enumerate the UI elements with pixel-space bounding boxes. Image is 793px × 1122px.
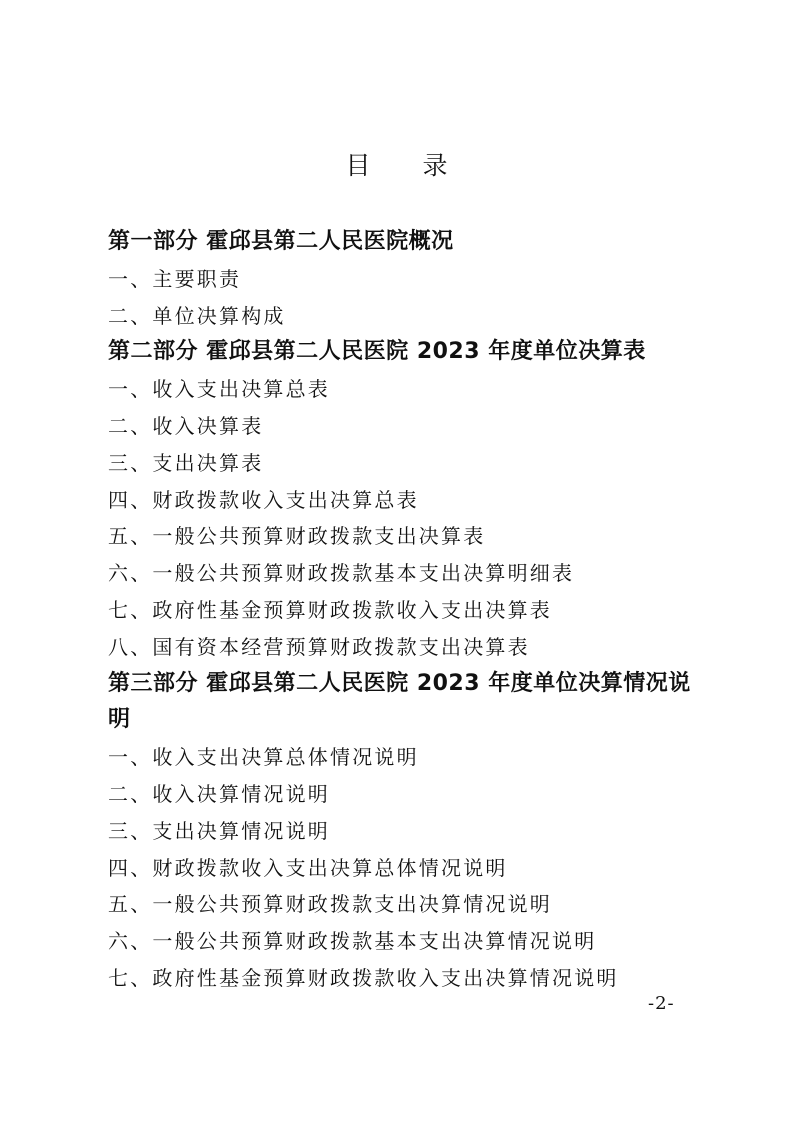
toc-item: 六、一般公共预算财政拨款基本支出决算明细表 [108,561,575,586]
section-heading: 第一部分 霍邱县第二人民医院概况 [108,229,454,254]
toc-item: 一、主要职责 [108,266,242,291]
toc-item: 三、支出决算表 [108,450,264,475]
table-of-contents [108,224,708,997]
toc-item: 四、财政拨款收入支出决算总体情况说明 [108,855,508,880]
toc-section-3 [108,666,708,997]
toc-item: 七、政府性基金预算财政拨款收入支出决算情况说明 [108,965,619,990]
toc-item: 三、支出决算情况说明 [108,818,330,843]
page-number: -2- [648,993,675,1014]
toc-item: 一、收入支出决算总表 [108,377,330,402]
toc-item: 六、一般公共预算财政拨款基本支出决算情况说明 [108,929,597,954]
toc-item: 一、收入支出决算总体情况说明 [108,745,419,770]
toc-item: 五、一般公共预算财政拨款支出决算表 [108,524,486,549]
toc-item: 五、一般公共预算财政拨款支出决算情况说明 [108,892,552,917]
section-heading: 第二部分 霍邱县第二人民医院 2023 年度单位决算表 [108,339,646,365]
toc-item: 二、收入决算情况说明 [108,781,330,806]
section-heading: 第三部分 霍邱县第二人民医院 2023 年度单位决算情况说明 [108,670,691,733]
page-title: 目 录 [345,151,470,180]
toc-item: 二、收入决算表 [108,413,264,438]
toc-section-1 [108,224,708,334]
toc-item: 八、国有资本经营预算财政拨款支出决算表 [108,634,530,659]
toc-item: 四、财政拨款收入支出决算总表 [108,487,419,512]
toc-section-2 [108,334,708,665]
toc-item: 二、单位决算构成 [108,303,286,328]
toc-item: 七、政府性基金预算财政拨款收入支出决算表 [108,597,552,622]
